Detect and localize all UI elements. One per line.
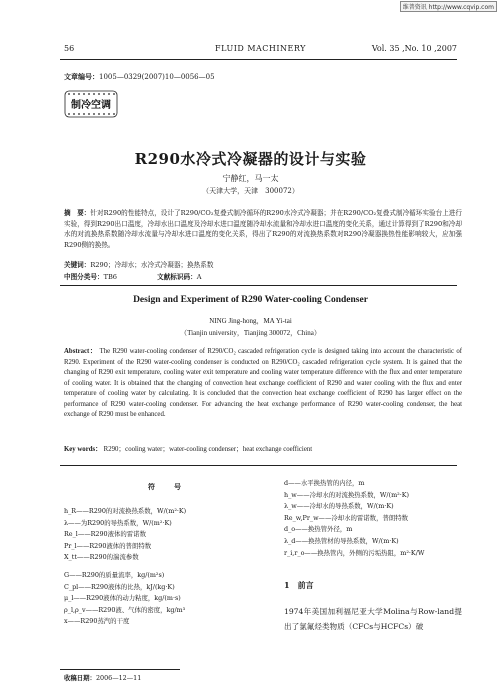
symbol-entry: λ——为R290的导热系数，W/(m²·K) <box>64 518 172 527</box>
page-number: 56 <box>64 44 75 53</box>
paper-title-cn: R290水冷式冷凝器的设计与实验 <box>134 150 367 168</box>
symbol-entry: C_pl——R290液体的比热，kJ/(kg·K) <box>64 582 175 591</box>
article-number-label: 文章编号： <box>64 72 99 81</box>
received-date <box>64 673 141 682</box>
affiliation-en: （Tianjin university，Tianjing 300072，China） <box>180 329 321 337</box>
article-number-value: 1005—0329(2007)10—0056—05 <box>99 73 215 81</box>
symbol-entry: X_tt——R290的湍流参数 <box>64 553 139 562</box>
received-label: 收稿日期： <box>64 674 96 682</box>
keywords-cn-label: 关键词： <box>64 261 91 269</box>
classification-label: 中图分类号： <box>64 273 104 281</box>
symbol-entry: r_i,r_o——换热管内，外侧的污垢热阻，m²·K/W <box>284 548 425 557</box>
symbol-entry: μ_l——R290液体的动力粘度，kg/(m·s) <box>64 594 181 603</box>
keywords-en <box>64 443 312 453</box>
volume-info: Vol. 35 ,No. 10 ,2007 <box>371 44 457 53</box>
keywords-cn-text: R290；冷却水；水冷式冷凝器；换热系数 <box>90 261 214 269</box>
column-badge-frame <box>64 90 118 118</box>
running-header <box>64 44 457 58</box>
symbols-list-right <box>284 478 474 559</box>
section-heading-intro: 1 前言 <box>284 580 314 590</box>
abstract-en-label: Abstract： <box>64 348 98 355</box>
affiliation-cn: （天津大学，天津 300072） <box>202 187 299 195</box>
watermark-stamp: 维普资讯 http://www.cqvip.com <box>400 1 497 12</box>
header-rule <box>60 59 457 60</box>
column-badge <box>64 90 118 118</box>
symbol-entry: h_R——R290的对流换热系数，W/(m²·K) <box>64 507 187 515</box>
keywords-en-text: R290；cooling water；water-cooling condenser；heat exchange coefficient <box>103 446 313 453</box>
abstract-cn-label: 摘 要： <box>64 209 91 217</box>
classification-value: TB6 <box>103 273 118 281</box>
symbols-list-left <box>64 506 264 628</box>
doc-code-value: A <box>196 273 202 281</box>
symbol-entry: d——水平换热管的内径，m <box>284 479 365 487</box>
symbol-entry: x——R290蒸汽的干度 <box>64 617 130 626</box>
keywords-cn <box>64 259 213 269</box>
symbol-entry: Re_l——R290液体的雷诺数 <box>64 530 146 539</box>
footnote-rule <box>60 669 180 670</box>
abstract-cn-text: 针对R290的性能特点，设计了R290/CO₂复叠式制冷循环的R290水冷式冷凝器；并在R290/CO₂复叠式制冷循环实验台上进行实验，得到R290出口温度，冷却水出口温度及冷却水进口温度随冷却水流量和冷却水进口温度的变化关系，通过计算得到了R290和冷却水的对流换热系数随冷却水流量与冷却水进口温度的变化关系，得出了R290的对流换热系数对R290冷凝器换热性能影响较大，应加强R290侧的换热。 <box>64 209 462 249</box>
symbol-entry: Re_w,Pr_w——冷却水的雷诺数，普朗特数 <box>284 513 409 522</box>
abstract-en <box>64 347 462 421</box>
symbols-heading: 符 号 <box>148 482 187 491</box>
abstract-en-text: The R290 water-cooling condenser of R290/CO₂ cascaded refrigeration cycle is designed taking into account the characteristic of R290. Experiment of the R290 water-cooling condenser is conducted on R290/CO₂ cascaded refrigeration cycle system. It is gained that the changing of R290 exit temperature, cooling water exit temperature and cooling water temperature difference with the flux and enter temperature of cooling water. It is obtained that the changing of convection heat exchange coefficient of R290 and water cooling with the flux and enter temperature of cooling water by calculating. It is concluded that the convection heat exchange coefficient of R290 has larger effect on the performance of R290 water-cooling condenser. For advancing the heat exchange performance of R290 water-cooling condenser, the heat exchange of R290 must be enhanced. <box>64 348 462 418</box>
journal-name: FLUID MACHINERY <box>215 44 306 53</box>
received-value: 2006—12—11 <box>95 674 142 682</box>
intro-paragraph: 1974年美国加利福尼亚大学Molina与Row-land提出了氯氟烃类物质（CFCs与HCFCs）破 <box>284 607 462 631</box>
column-badge-text: 制冷空调 <box>71 100 111 111</box>
symbol-entry: G——R290的质量流率，kg/(m²s) <box>64 570 165 579</box>
symbol-entry: ρ_l,ρ_v——R290液、气体的密度，kg/m³ <box>64 605 186 614</box>
symbol-entry: λ_w——冷却水的导热系数，W/(m·K) <box>284 502 394 511</box>
abstract-cn <box>64 208 462 250</box>
authors-cn: 宁静红，马一太 <box>222 174 279 183</box>
doc-code-label: 文献标识码： <box>157 273 197 281</box>
classification-cn <box>64 271 201 281</box>
article-number <box>64 72 215 82</box>
symbol-entry: Pr_l——R290液体的普朗特数 <box>64 541 152 550</box>
keywords-en-label: Key words： <box>64 446 102 453</box>
symbol-entry: h_w——冷却水的对流换热系数，W/(m²·K) <box>284 490 409 499</box>
symbols-divider <box>60 465 457 466</box>
authors-en: NING Jing-hong，MA Yi-tai <box>209 317 292 325</box>
paper-title-en: Design and Experiment of R290 Water-cooling Condenser <box>133 295 368 305</box>
symbol-entry: d_o——换热管外径，m <box>284 525 353 534</box>
section-divider <box>60 285 457 286</box>
symbol-entry: λ_d——换热管材的导热系数，W/(m·K) <box>284 536 399 545</box>
